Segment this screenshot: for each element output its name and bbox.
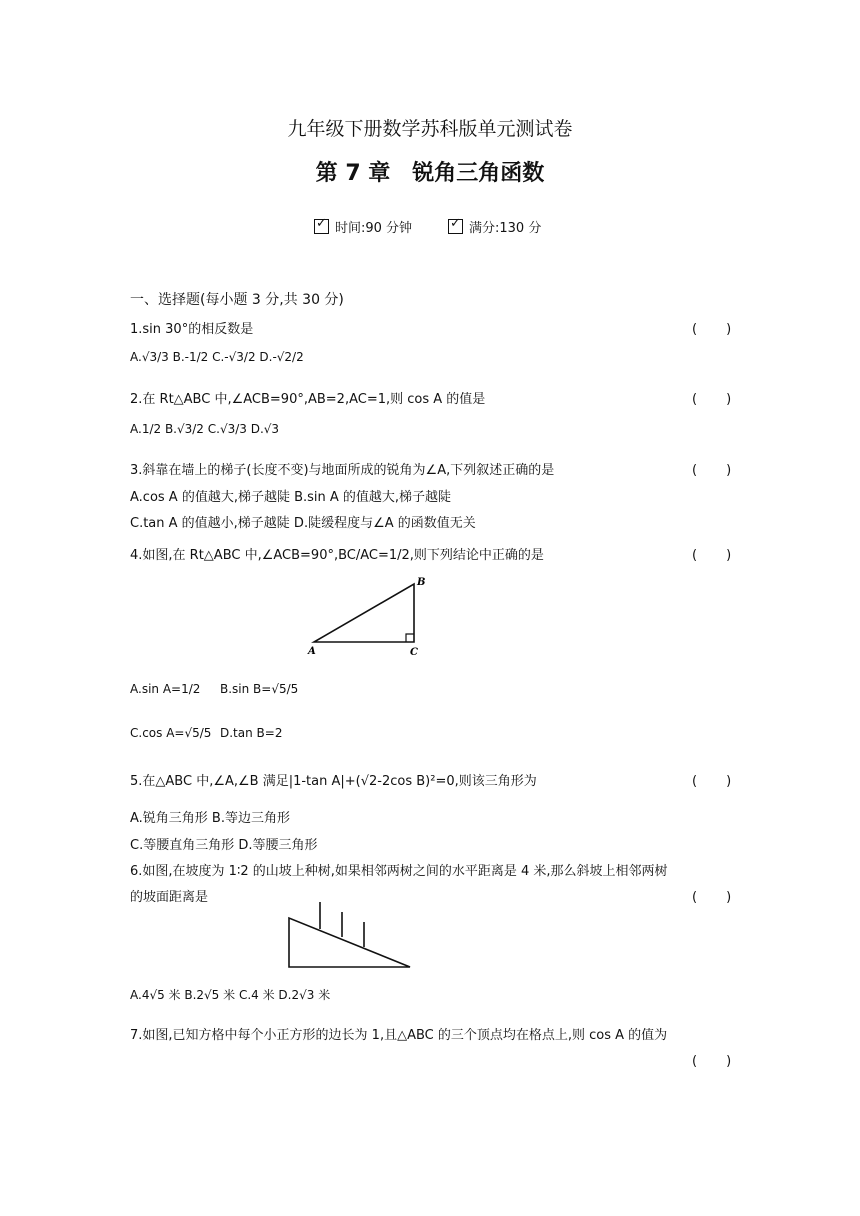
answer-bracket: ( ) bbox=[692, 392, 733, 407]
right-triangle-figure bbox=[300, 572, 440, 662]
slope-trees-figure bbox=[280, 900, 420, 972]
answer-bracket: ( ) bbox=[692, 322, 733, 337]
question-2-options: A.1/2 B.√3/2 C.√3/3 D.√3 bbox=[130, 422, 280, 436]
section-heading: 一、选择题(每小题 3 分,共 30 分) bbox=[130, 292, 344, 308]
question-6-stem-line2: 的坡面距离是 bbox=[130, 890, 209, 905]
question-3-options-cd: C.tan A 的值越小,梯子越陡 D.陡缓程度与∠A 的函数值无关 bbox=[130, 516, 476, 531]
question-1-options: A.√3/3 B.-1/2 C.-√3/2 D.-√2/2 bbox=[130, 350, 304, 364]
chapter-title: 第 7 章 锐角三角函数 bbox=[315, 161, 545, 186]
question-2-stem: 2.在 Rt△ABC 中,∠ACB=90°,AB=2,AC=1,则 cos A 的值是 bbox=[130, 392, 486, 407]
question-6-options: A.4√5 米 B.2√5 米 C.4 米 D.2√3 米 bbox=[130, 988, 331, 1002]
vertex-label-c: C bbox=[410, 647, 418, 658]
full-score: ✓ 满分:130 分 bbox=[448, 217, 541, 236]
answer-bracket: ( ) bbox=[692, 463, 733, 478]
question-5-options-cd: C.等腰直角三角形 D.等腰三角形 bbox=[130, 838, 318, 853]
question-4-option-c: C.cos A=√5/5 bbox=[130, 726, 212, 740]
question-4-option-b: B.sin B=√5/5 bbox=[220, 682, 299, 696]
answer-bracket: ( ) bbox=[692, 548, 733, 563]
question-5-stem: 5.在△ABC 中,∠A,∠B 满足|1-tan A|+(√2-2cos B)²=0,则该三角形为 bbox=[130, 774, 537, 789]
answer-bracket: ( ) bbox=[692, 890, 733, 905]
paper-title: 九年级下册数学苏科版单元测试卷 bbox=[287, 118, 573, 140]
time-limit: ✓时间:90 分钟 bbox=[314, 217, 412, 236]
checkbox-icon bbox=[314, 219, 329, 234]
checkbox-icon bbox=[448, 219, 463, 234]
question-1-stem: 1.sin 30°的相反数是 bbox=[130, 322, 254, 337]
question-3-stem: 3.斜靠在墙上的梯子(长度不变)与地面所成的锐角为∠A,下列叙述正确的是 bbox=[130, 463, 555, 478]
question-5-options-ab: A.锐角三角形 B.等边三角形 bbox=[130, 811, 290, 826]
question-4-option-a: A.sin A=1/2 bbox=[130, 682, 201, 696]
vertex-label-a: A bbox=[308, 646, 316, 657]
question-4-option-d: D.tan B=2 bbox=[220, 726, 283, 740]
answer-bracket: ( ) bbox=[692, 1054, 733, 1069]
question-3-options-ab: A.cos A 的值越大,梯子越陡 B.sin A 的值越大,梯子越陡 bbox=[130, 490, 452, 505]
vertex-label-b: B bbox=[417, 577, 426, 588]
question-6-stem-line1: 6.如图,在坡度为 1∶2 的山坡上种树,如果相邻两树之间的水平距离是 4 米,那么斜坡上相邻两树 bbox=[130, 864, 668, 879]
answer-bracket: ( ) bbox=[692, 774, 733, 789]
question-7-stem: 7.如图,已知方格中每个小正方形的边长为 1,且△ABC 的三个顶点均在格点上,则 cos A 的值为 bbox=[130, 1028, 668, 1043]
question-4-stem: 4.如图,在 Rt△ABC 中,∠ACB=90°,BC/AC=1/2,则下列结论中正确的是 bbox=[130, 548, 544, 563]
